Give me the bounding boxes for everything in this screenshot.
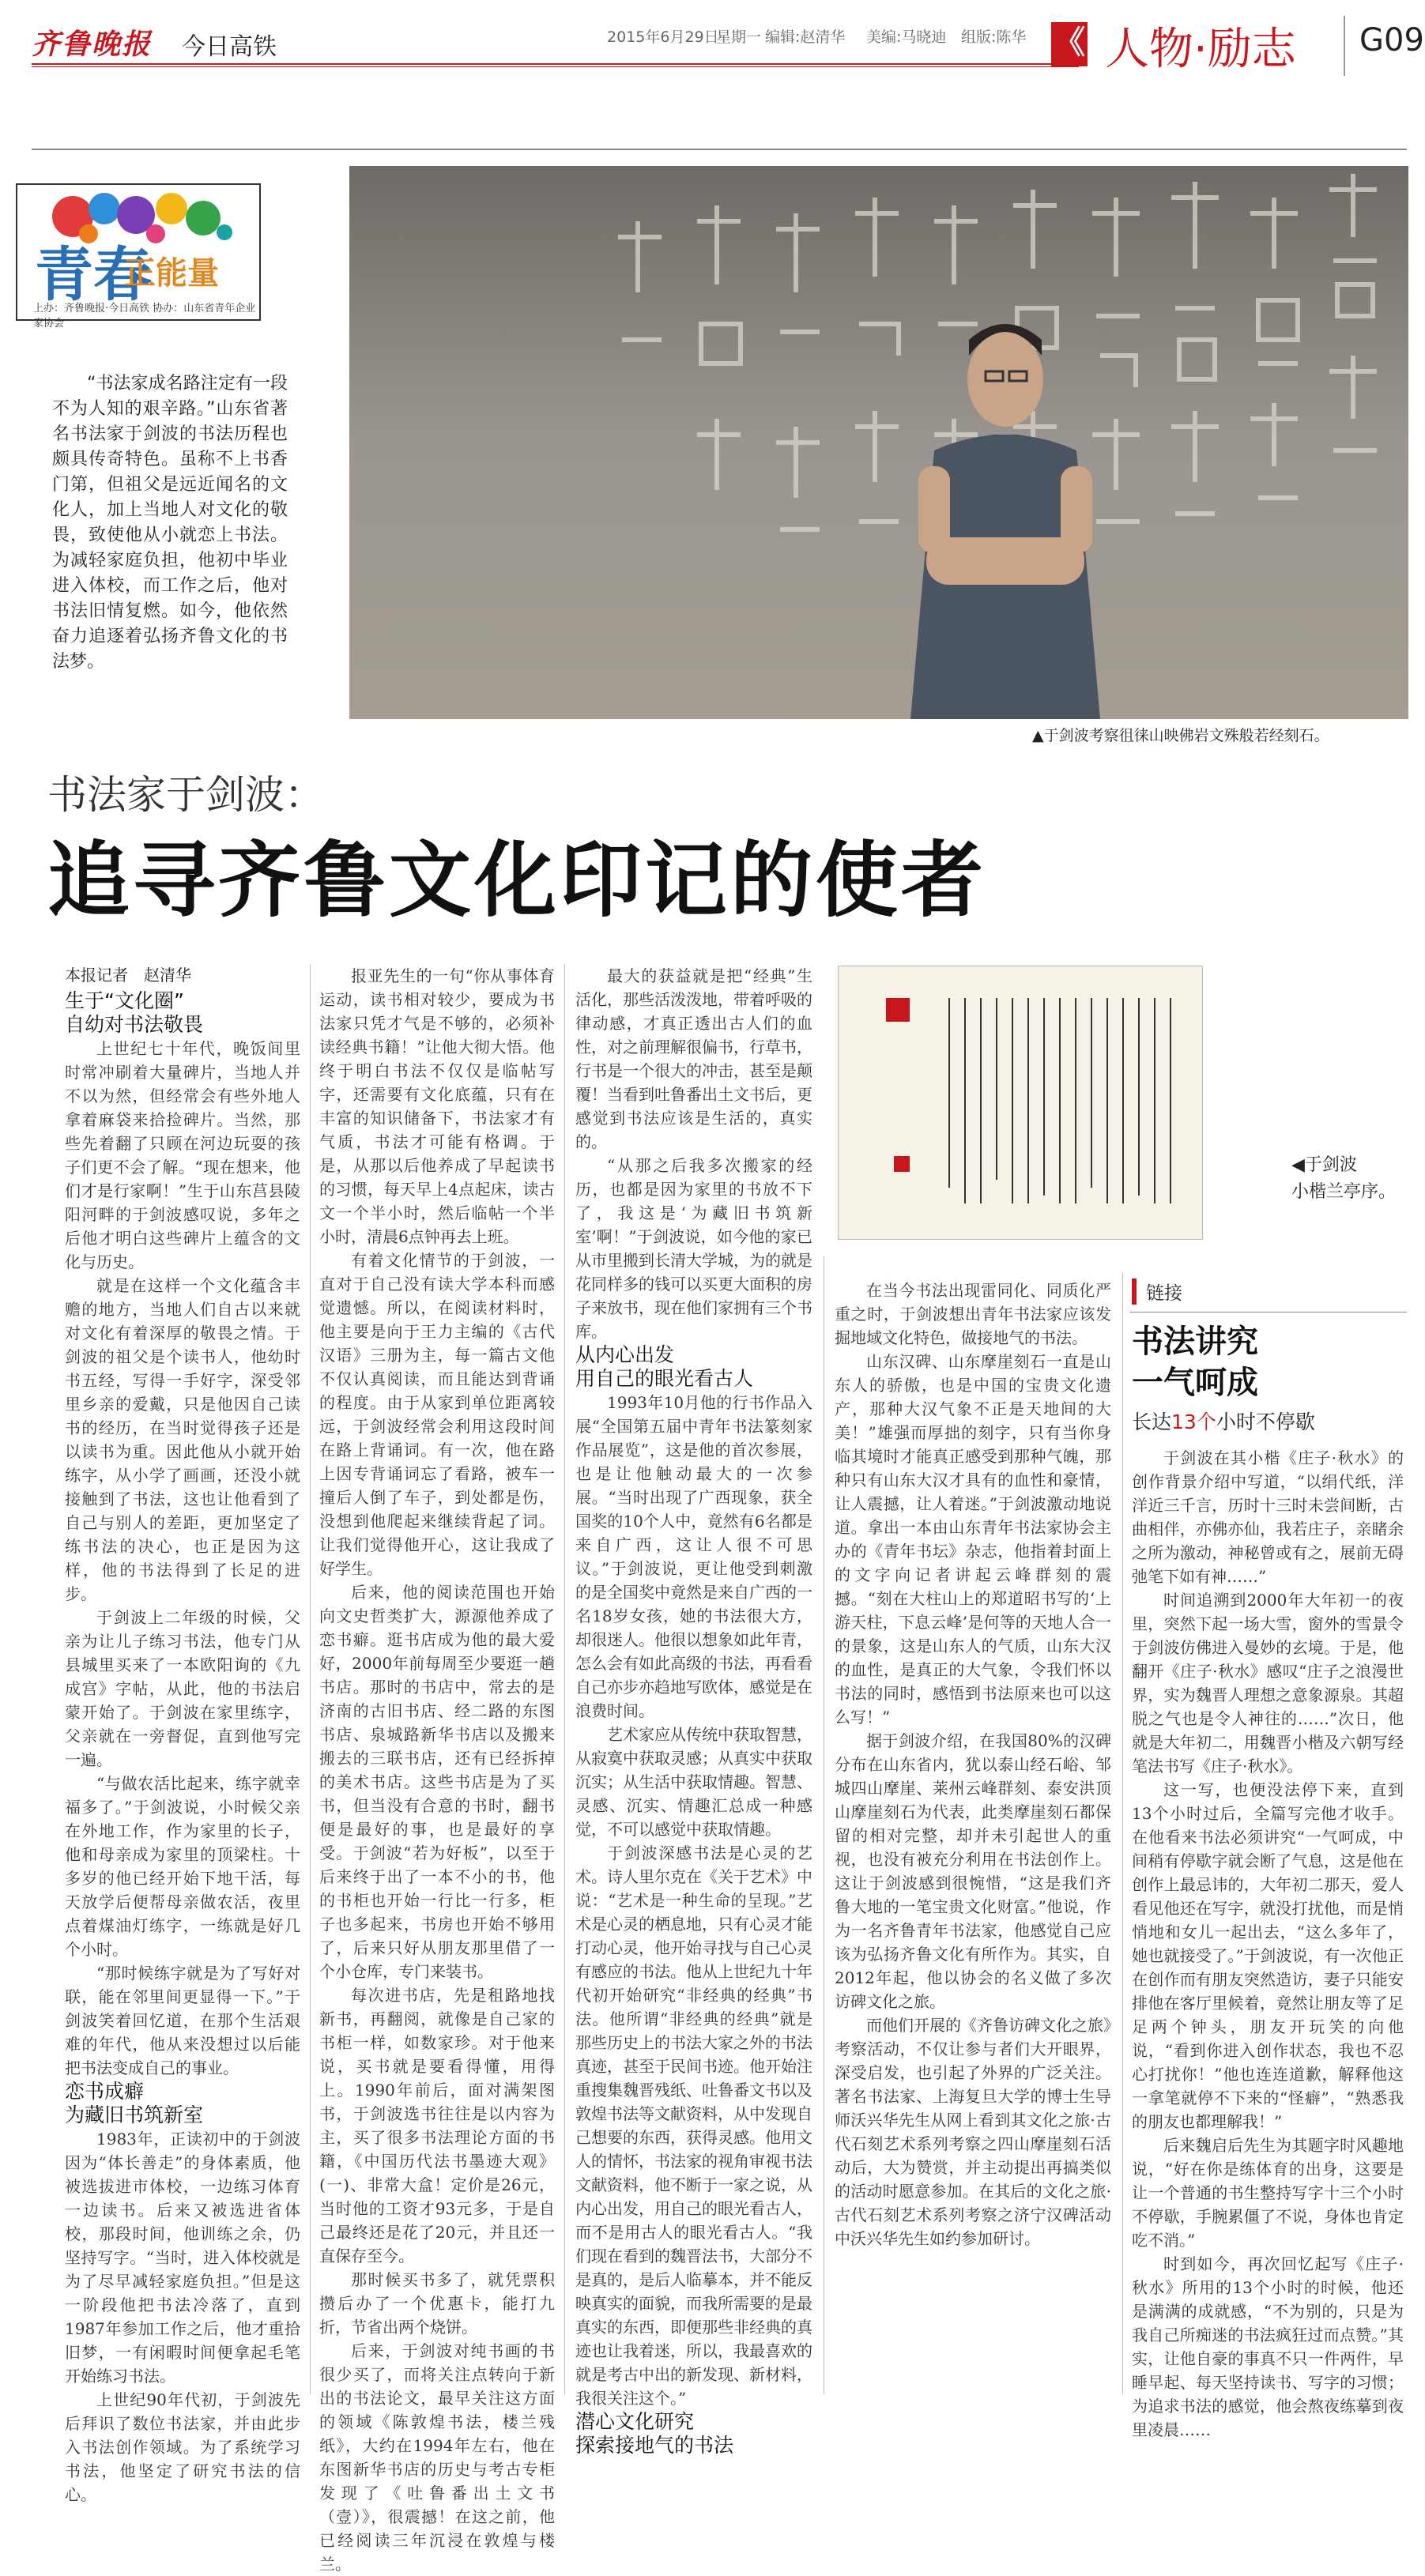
page-number: G09 xyxy=(1359,22,1424,58)
paragraph: 而他们开展的《齐鲁访碑文化之旅》考察活动，不仅让参与者们大开眼界，深受启发，也引起了外界的广泛关注。著名书法家、上海复旦大学的博士生导师沃兴华先生从网上看到其文化之旅·古代石刻艺术系列考察之四山摩崖刻石活动后，大为赞赏，并主动提出再搞类似的活动时愿意参加。在其后的文化之旅·古代石刻艺术系列考察之济宁汉碑活动中沃兴华先生如约参加研讨。 xyxy=(835,2016,1111,2248)
issue-date: 2015年6月29日 xyxy=(607,28,719,46)
section-subtitle: 为藏旧书筑新室 xyxy=(65,2103,204,2126)
column-logo xyxy=(16,183,261,330)
section-title: 恋书成癖 xyxy=(65,2080,145,2103)
section-subtitle: 用自己的眼光看古人 xyxy=(575,1367,754,1390)
sidebar-subtitle-suffix: 小时不停歇 xyxy=(1216,1410,1315,1433)
paragraph: 山东汉碑、山东摩崖刻石一直是山东人的骄傲，也是中国的宝贵文化遗产，那种大汉气象不正是天地间的大美！”雄强而厚拙的刻字，只有当你身临其境时才能真正感受到那种气魄，那种只有山东大汉才具有的血性和豪情，让人震撼，让人着迷。”于剑波激动地说道。拿出一本由山东青年书法家协会主办的《青年书坛》杂志，他指着封面上的文字向记者讲起云峰群刻的震撼。“刻在大柱山上的郑道昭书写的‘上游天柱，下息云峰’是何等的天地人合一的景象，这是山东人的气质，山东大汉的血性，是真正的大气象，令我们怀以书法的同时，感悟到书法原来也可以这么写！” xyxy=(835,1352,1111,1727)
paragraph: 1983年，正读初中的于剑波因为“体长善走”的身体素质，他被选拔进市体校，一边练习体育一边读书。后来又被选进省体校，那段时间，他训练之余，仍坚持写字。“当时，进入体校就是为了尽早减轻家庭负担。”但是这一阶段他把书法冷落了，直到1987年参加工作之后，他才重拾旧梦，一有闲暇时间便拿起毛笔开始练习书法。 xyxy=(65,2130,300,2386)
paragraph: 时间追溯到2000年大年初一的夜里，突然下起一场大雪，窗外的雪景令于剑波仿佛进入曼妙的玄境。于是，他翻开《庄子·秋水》感叹“庄子之浪漫世界，实为魏晋人理想之意象源泉。其超脱之气也是令人神往的……”次日，他就是大年初二，用魏晋小楷及六朝写经笔法书写《庄子·秋水》。 xyxy=(1132,1591,1404,1776)
section-title: 潜心文化研究 xyxy=(575,2410,695,2433)
section-subtitle: 探索接地气的书法 xyxy=(575,2434,734,2457)
sidebar-subtitle xyxy=(1132,1407,1315,1435)
intro-blurb: “书法家成名路注定有一段不为人知的艰辛路。”山东省著名书法家于剑波的书法历程也颇具传奇特色。虽称不上书香门第，但祖父是远近闻名的文化人，加上当地人对文化的敬畏，致使他从小就恋上书法。为减轻家庭负担，他初中毕业进入体校，而工作之后，他对书法旧情复燃。如今，他依然奋力追逐着弘扬齐鲁文化的书法梦。 xyxy=(52,374,288,672)
logo-footer: 上办：齐鲁晚报·今日高铁 协办：山东省青年企业家协会 xyxy=(33,303,256,330)
paragraph: 后来魏启后先生为其题字时风趣地说，“好在你是练体育的出身，这要是让一个普通的书生整持写字十三个小时不停歇，手腕累僵了不说，身体也肯定吃不消。” xyxy=(1132,2136,1404,2250)
section-chevron-icon: 《 xyxy=(1051,22,1088,66)
paragraph: 时到如今，再次回忆起写《庄子·秋水》所用的13个小时的时候，他还是满满的成就感，“不为别的，只是为我自己所痴迷的书法疯狂过而点赞。”其实，让他自豪的事真不只一件两件，早睡早起、每天坚持读书、写字的习惯；为追求书法的感觉，他会熬夜练摹到夜里凌晨…… xyxy=(1132,2254,1404,2439)
article-column-1 xyxy=(65,989,300,2504)
page-header xyxy=(0,0,1425,76)
paragraph: 艺术家应从传统中获取智慧，从寂寞中获取灵感；从真实中获取沉实；从生活中获取情趣。智慧、灵感、沉实、情趣汇总成一种感觉，不可以感觉中获取情趣。 xyxy=(575,1725,812,1839)
paragraph: 于剑波上二年级的时候，父亲为让儿子练习书法，他专门从县城里买来了一本欧阳询的《九成宫》字帖，从此，他的书法启蒙开始了。于剑波在家里练字，父亲就在一旁督促，直到他写完一遍。 xyxy=(65,1608,300,1769)
column-rule xyxy=(310,964,311,2394)
sidebar-divider xyxy=(1122,1272,1123,2394)
paragraph: “从那之后我多次搬家的经历，也都是因为家里的书放不下了，我这是‘为藏旧书筑新室’啊！”于剑波说，如今他的家已从市里搬到长清大学城，为的就是花同样多的钱可以买更大面积的房子来放书，现在他们家拥有三个书库。 xyxy=(575,1156,812,1341)
paragraph: “那时候练字就是为了写好对联，能在邻里间更显得一下。”于剑波笑着回忆道，在那个生活艰难的年代，他从来没想过以后能把书法变成自己的事业。 xyxy=(65,1964,300,2077)
newspaper-masthead: 齐鲁晚报 xyxy=(32,28,153,61)
header-divider xyxy=(1344,16,1345,76)
calligraphy-artwork xyxy=(838,966,1203,1240)
calligraphy-image xyxy=(839,966,1202,1239)
editor-credit: 编辑:赵清华 xyxy=(765,28,846,46)
main-photo xyxy=(349,166,1408,719)
paragraph: 在当今书法出现雷同化、同质化严重之时，于剑波想出青年书法家应该发掘地域文化特色，做接地气的书法。 xyxy=(835,1281,1111,1347)
sidebar-tag: 链接 xyxy=(1132,1279,1182,1305)
issue-weekday: 星期一 xyxy=(716,28,762,46)
photo-caption: ▲于剑波考察徂徕山映佛岩文殊般若经刻石。 xyxy=(1032,727,1329,744)
section-subtitle: 自幼对书法敬畏 xyxy=(65,1013,204,1036)
article-headline: 追寻齐鲁文化印记的使者 xyxy=(47,832,987,928)
paragraph: 报亚先生的一句“你从事体育运动，读书相对较少，要成为书法家只凭才气是不够的，必须补读经典书籍！”让他大彻大悟。他终于明白书法不仅仅是临帖写字，还需要有文化底蕴，只有在丰富的知识储备下，书法家才有气质，书法才可能有格调。于是，从那以后他养成了早起读书的习惯，每天早上4点起床，读古文一个半小时，然后临帖一个半小时，清晨6点钟再去上班。 xyxy=(319,966,555,1246)
paragraph: 1993年10月他的行书作品入展“全国第五届中青年书法篆刻家作品展览”，这是他的首次参展，也是让他触动最大的一次参展。“当时出现了广西现象，获全国奖的10个人中，竟然有6名都是来自广西，这让人很不可思议。”于剑波说，更让他受到刺激的是全国奖中竟然是来自广西的一名18岁女孩，她的书法很大方，却很迷人。他很以想象如此年青，怎么会有如此高级的书法，再看看自己亦步亦趋地写欧体，感觉是在浪费时间。 xyxy=(575,1393,812,1720)
paragraph: 据于剑波介绍，在我国80%的汉碑分布在山东省内，犹以泰山经石峪、邹城四山摩崖、莱州云峰群刻、泰安洪顶山摩崖刻石为代表，此类摩崖刻石都保留的相对完整，却并未引起世人的重视，也没有被充分利用在书法创作上。这让于剑波感到很惋惜，“这是我们齐鲁大地的一笔宝贵文化财富。”他说，作为一名齐鲁青年书法家，他感觉自己应该为弘扬齐鲁文化有所作为。其实，自2012年起，他以协会的名义做了多次访碑文化之旅。 xyxy=(835,1731,1111,2011)
paragraph: 上世纪90年代初，于剑波先后拜识了数位书法家，并由此步入书法创作领域。为了系统学习书法，他坚定了研究书法的信心。 xyxy=(65,2390,300,2504)
sidebar-subtitle-prefix: 长达 xyxy=(1132,1410,1172,1433)
paragraph: 后来，于剑波对纯书画的书很少买了，而将关注点转向于新出的书法论文，最早关注这方面的领域《陈敦煌书法，楼兰残纸》，大约在1994年左右，他在东图新华书店的历史与考古专柜发现了《吐鲁番出土文书（壹）》，很震撼！在这之前，他已经阅读三年沉浸在敦煌与楼兰。 xyxy=(319,2341,555,2574)
artwork-caption: ◀于剑波 小楷兰亭序。 xyxy=(1291,1155,1397,1202)
sidebar-subtitle-highlight: 13个 xyxy=(1171,1410,1216,1433)
byline: 本报记者 赵清华 xyxy=(65,966,191,985)
column-rule xyxy=(564,964,565,2394)
art-editor-credit: 美编:马晓迪 xyxy=(866,28,947,46)
paragraph: 最大的获益就是把“经典”生活化，那些活泼泼地，带着呼吸的律动感，才真正透出古人们的血性，对之前理解很偏书，行草书，行书是一个很大的冲击，甚至是颠覆！当看到吐鲁番出土文书后，更感觉到书法应该是生活的，真实的。 xyxy=(575,966,812,1151)
header-rule-thin xyxy=(32,66,1079,67)
paragraph: 有着文化情节的于剑波，一直对于自己没有读大学本科而感觉遗憾。所以，在阅读材料时，他主要是向于王力主编的《古代汉语》三册为主，每一篇古文他不仅认真阅读，而且能达到背诵的程度。由于从家到单位距离较远，于剑波经常会利用这段时间在路上背诵词。有一次，他在路上因专背诵词忘了看路，被车一撞后人倒了车子，到处都是伤，没想到他爬起来继续背起了词。让我们觉得他开心，这让我成了好学生。 xyxy=(319,1251,555,1578)
header-rule xyxy=(32,63,1079,65)
rock-inscription-photo xyxy=(349,166,1408,719)
article-column-3 xyxy=(575,964,812,2457)
sidebar-title: 书法讲究 一气呵成 xyxy=(1132,1324,1258,1401)
paragraph: 于剑波深感书法是心灵的艺术。诗人里尔克在《关于艺术》中说：“艺术是一种生命的呈现。”艺术是心灵的栖息地，只有心灵才能打动心灵，他开始寻找与自己心灵有感应的书法。他从上世纪九十年代初开始研究“非经典的经典”书法。他所谓“非经典的经典”就是那些历史上的书法大家之外的书法真迹，甚至于民间书迹。他开始注重搜集魏晋残纸、吐鲁番文书以及敦煌书法等文献资料，从中发现自己想要的东西，获得灵感。他用文人的情怀，书法家的视角审视书法文献资料，他不断于一家之说，从内心出发，用自己的眼光看古人，而不是用古人的眼光看古人。“我们现在看到的魏晋法书，大部分不是真的，是后人临摹本，并不能反映真实的面貌，而我所需要的是最真实的东西，即便那些非经典的真迹也让我着迷，所以，我最喜欢的就是考古中出的新发现、新材料，我很关注这个。” xyxy=(575,1843,812,2408)
paragraph: 上世纪七十年代，晚饭间里时常冲刷着大量碑片，当地人并不以为然，但经常会有些外地人拿着麻袋来拾捡碑片。当然，那些先着翻了只顾在河边玩耍的孩子们更不会了解。“现在想来，他们才是行家啊！”生于山东莒县陵阳河畔的于剑波感叹说，多年之后他才明白这些碑片上蕴含的文化与历史。 xyxy=(65,1039,300,1271)
paragraph: 那时候买书多了，就凭票积攒后办了一个优惠卡，能打九折，节省出两个烧饼。 xyxy=(319,2270,555,2337)
section-title: 从内心出发 xyxy=(575,1343,675,1366)
top-border-rule xyxy=(32,149,1407,150)
paragraph: 这一写，也便没法停下来，直到13个小时过后，全篇写完他才收手。在他看来书法必须讲究“一气呵成，中间稍有停歇字就会断了气息，这是他在创作上最忌讳的，大年初二那天，爱人看见他还在写字，就没打扰他，而是悄悄地和女儿一起出去，“这么多年了，她也就接受了。”于剑波说，有一次他正在创作而有朋友突然造访，妻子只能安排他在客厅里候着，竟然让朋友等了足足两个钟头，朋友开玩笑的向他说，“看到你进入创作状态，我也不忍心打扰你！”他也连连道歉，解释他这一拿笔就停不下来的“怪癖”，“熟悉我的朋友也都理解我！” xyxy=(1132,1780,1404,2131)
section-name: 人物·励志 xyxy=(1105,24,1296,75)
edition-label: 今日高铁 xyxy=(182,33,277,61)
paragraph: 后来，他的阅读范围也开始向文史哲类扩大，源源他养成了恋书癖。逛书店成为他的最大爱好，2000年前每周至少要逛一趟书店。那时的书店中，常去的是济南的古旧书店、经二路的东图书店、泉城路新华书店以及搬来搬去的三联书店，还有已经拆掉的美术书店。这些书店是为了买书，但当没有合意的书时，翻书便是最好的事，也是最好的享受。于剑波“若为好板”，以至于后来终于出了一本不小的书，他的书柜也开始一行比一行多，柜子也多起来，书房也开始不够用了，后来只好从朋友那里借了一个小仓库，专门来装书。 xyxy=(319,1583,555,1981)
article-kicker: 书法家于剑波： xyxy=(47,772,324,818)
paragraph: 于剑波在其小楷《庄子·秋水》的创作背景介绍中写道，“以绢代纸，洋洋近三千言，历时十三时未尝间断，古曲相伴，亦佛亦仙，我若庄子，亲睹余之所为激动，神秘曾或有之，展前无碍弛笔下如有神……” xyxy=(1132,1448,1404,1586)
paragraph: “与做农活比起来，练字就幸福多了。”于剑波说，小时候父亲在外地工作，作为家里的长子，他和母亲成为家里的顶梁柱。十多岁的他已经开始下地干活，每天放学后便帮母亲做农活，夜里点着煤油灯练字，一练就是好几个小时。 xyxy=(65,1774,300,1959)
logo-main-text: 青春 xyxy=(35,241,152,309)
paragraph: 就是在这样一个文化蕴含丰赡的地方，当地人们自古以来就对文化有着深厚的敬畏之情。于剑波的祖父是个读书人，他幼时书五经，写得一手好字，深受邻里乡亲的爱戴，只是他因自己读书的经历，在当时觉得孩子还是以读书为重。因此他从小就开始练字，从小学了画画，还没小就接触到了书法，这也让他看到了自己与别人的差距，更加坚定了练书法的决心，也正是因为这样，他的书法得到了长足的进步。 xyxy=(65,1276,300,1603)
section-title: 生于“文化圈” xyxy=(65,989,184,1012)
paragraph: 每次进书店，先是租路地找新书，再翻阅，就像是自己家的书柜一样，如数家珍。对于他来说，买书就是要看得懂，用得上。1990年前后，面对满架图书，于剑波选书往往是以内容为主，买了很多书法理论方面的书籍，《中国历代法书墨迹大观》(一)、非常大盒！定价是26元，当时他的工资才93元多，于是自己最终还是花了20元，并且还一直保存至今。 xyxy=(319,1986,555,2265)
article-column-4 xyxy=(835,1279,1111,2396)
article-column-2 xyxy=(319,964,555,2574)
layout-editor-credit: 组版:陈华 xyxy=(961,28,1027,46)
logo-slogan: 正能量 xyxy=(124,255,219,292)
sidebar-body xyxy=(1132,1446,1404,2439)
